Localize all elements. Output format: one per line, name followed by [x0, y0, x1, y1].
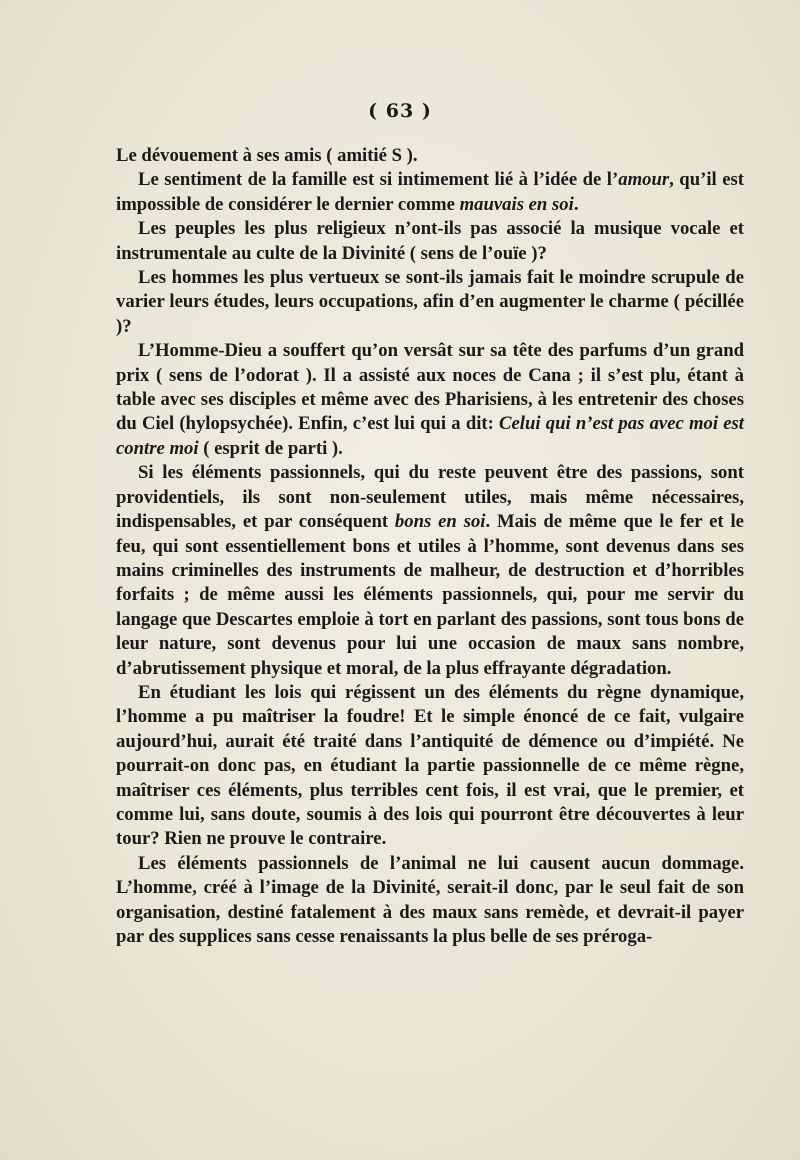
text-run: Les peuples les plus religieux n’ont-ils pas associé la musique vocale et instrumentale au culte de la Divinité ( sens de l’ouïe )?: [116, 218, 744, 264]
italic-phrase: mauvais en soi: [459, 193, 574, 215]
text-run: En étudiant les lois qui régissent un des éléments du règne dynamique, l’homme a pu maîtriser la foudre! Et le simple énoncé de ce fait, vulgaire aujourd’hui, aurait été traité dans l’antiquité de démence ou d’impiété. Ne pourrait-on donc pas, en étudiant la partie passionnelle de ce même règne, maîtriser ces éléments, plus terribles cent fois, il est vrai, que le premier, et comme lui, sans doute, soumis à des lois qui pourront être découvertes à leur tour? Rien ne prouve le contraire.: [116, 681, 744, 850]
text-run: Les éléments passionnels de l’animal ne lui causent aucun dommage. L’homme, créé à l’image de la Divinité, serait-il donc, par le seul fait de son organisation, destiné fatalement à des maux sans remède, et devrait-il payer par des supplices sans cesse renaissants la plus belle de ses préroga-: [116, 852, 744, 947]
page-number: ( 63 ): [368, 100, 432, 122]
text-run: Si les éléments passionnels, qui du reste peuvent être des passions, sont providentiels, ils sont non-seulement utiles, mais même nécessaires, indispensables, et par conséquent: [116, 462, 744, 533]
paragraph: [116, 681, 744, 852]
text-run: .: [573, 193, 579, 215]
body-text: [116, 144, 744, 949]
italic-phrase: amour: [618, 169, 670, 191]
text-run: , qu’il est impossible de considérer le dernier comme: [116, 169, 744, 215]
paragraph: [116, 217, 744, 266]
text-run: L’Homme-Dieu a souffert qu’on versât sur sa tête des parfums d’un grand prix ( sens de l’odorat ). Il a assisté aux noces de Cana ; il s’est plu, étant à table avec ses disciples et même avec des Pharisiens, à les entretenir des choses du Ciel (hylopsychée). Enfin, c’est lui qui a dit:: [116, 340, 744, 435]
paragraph: [116, 461, 744, 681]
paragraph: [116, 266, 744, 339]
text-run: . Mais de même que le fer et le feu, qui sont essentiellement bons et utiles à l’homme, sont devenus dans ses mains criminelles des instruments de malheur, de destruction et d’horribles forfaits ; de même aussi les éléments passionnels, qui, pour me servir du langage que Descartes emploie à tort en parlant des passions, sont tous bons de leur nature, sont devenus pour lui une occasion de maux sans nombre, d’abrutissement physique et moral, de la plus effrayante dégradation.: [116, 511, 744, 679]
paragraph: [116, 168, 744, 217]
text-run: ( esprit de parti ).: [198, 437, 343, 459]
text-run: Le dévouement à ses amis ( amitié S ).: [116, 145, 418, 166]
text-run: Les hommes les plus vertueux se sont-ils jamais fait le moindre scrupule de varier leurs études, leurs occupations, afin d’en augmenter le charme ( pécillée )?: [116, 267, 744, 337]
paragraph: [116, 144, 744, 168]
text-run: Le sentiment de la famille est si intimement lié à l’idée de l’: [138, 169, 619, 191]
italic-phrase: bons en soi: [394, 511, 486, 533]
paragraph: [116, 852, 744, 950]
italic-phrase: Celui qui n’est pas avec moi est contre moi: [116, 413, 744, 459]
paragraph: [116, 339, 744, 461]
